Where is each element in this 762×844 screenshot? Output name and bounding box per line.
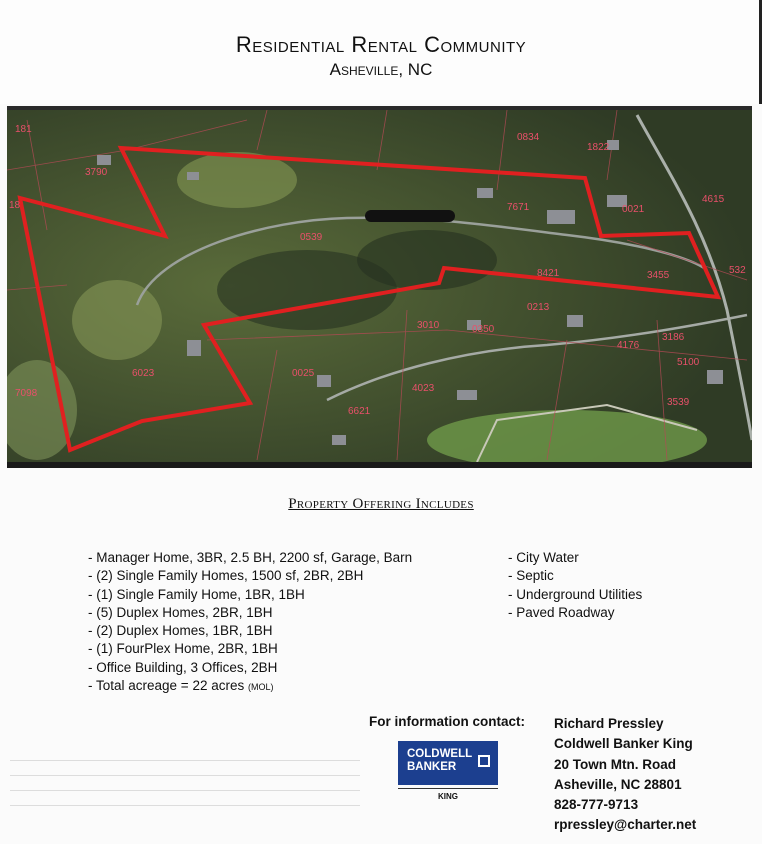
list-item: - City Water (508, 550, 579, 565)
contact-label: For information contact: (369, 714, 525, 729)
parcel-label: 4023 (412, 383, 435, 394)
parcel-label: 0350 (472, 324, 495, 335)
page-title: Residential Rental Community (235, 32, 527, 57)
offering-heading: Property Offering Includes (288, 496, 474, 512)
parcel-label: 5100 (677, 357, 700, 368)
parcel-label: 1822 (587, 142, 610, 153)
logo-mark-icon (478, 755, 490, 767)
aerial-map (7, 106, 752, 468)
list-item: - Underground Utilities (508, 586, 643, 602)
parcel-label: 7671 (507, 202, 530, 213)
list-item: - Septic (508, 568, 554, 584)
parcel-label: 6621 (348, 406, 371, 417)
list-item: - (2) Duplex Homes, 1BR, 1BH (88, 623, 273, 639)
list-item: - Office Building, 3 Offices, 2BH (88, 659, 278, 675)
contact-city: Asheville, NC 28801 (554, 776, 682, 792)
list-item: - Paved Roadway (508, 604, 615, 620)
location-subtitle: Asheville, NC (329, 60, 433, 79)
list-item: - (1) FourPlex Home, 2BR, 1BH (88, 641, 278, 657)
list-item: - (5) Duplex Homes, 2BR, 1BH (88, 604, 273, 620)
parcel-label: 3539 (667, 397, 690, 408)
coldwell-banker-logo (398, 741, 498, 801)
aerial-map-svg (7, 110, 752, 462)
parcel-label: 3455 (647, 270, 670, 281)
parcel-label: 0213 (527, 302, 550, 313)
parcel-label: 0834 (517, 132, 540, 143)
list-item: - (1) Single Family Home, 1BR, 1BH (88, 586, 305, 602)
parcel-label: 0021 (622, 204, 645, 215)
parcel-label: 181 (15, 124, 32, 135)
parcel-label: 532 (729, 265, 746, 276)
list-item: - (2) Single Family Homes, 1500 sf, 2BR, 2BH (88, 568, 364, 584)
logo-office: KING (398, 788, 498, 801)
property-features-list (88, 549, 412, 696)
parcel-label: 18 (9, 200, 21, 211)
field-clearing (72, 280, 162, 360)
parcel-label: 0539 (300, 232, 323, 243)
flyer-header (0, 0, 762, 104)
redaction-bar (365, 210, 455, 222)
contact-email[interactable]: rpressley@charter.net (554, 817, 697, 833)
logo-line2: BANKER (407, 761, 457, 773)
logo-line1: COLDWELL (407, 748, 473, 760)
parcel-label: 4176 (617, 340, 640, 351)
acreage-note: (MOL) (248, 682, 274, 693)
list-item: - Manager Home, 3BR, 2.5 BH, 2200 sf, Garage, Barn (88, 550, 413, 565)
faint-background-lines (10, 760, 360, 820)
contact-company: Coldwell Banker King (554, 736, 693, 752)
parcel-label: 3790 (85, 167, 108, 178)
contact-name: Richard Pressley (554, 716, 664, 731)
list-item-acreage (88, 677, 412, 696)
acreage-text: - Total acreage = 22 acres (88, 678, 245, 694)
parcel-label: 3186 (662, 332, 685, 343)
parcel-label: 6023 (132, 368, 155, 379)
utilities-list (508, 549, 642, 622)
contact-block (554, 714, 696, 836)
parcel-label: 4615 (702, 194, 725, 205)
parcel-label: 0025 (292, 368, 315, 379)
parcel-label: 7098 (15, 388, 38, 399)
logo-box (398, 741, 498, 785)
contact-phone[interactable]: 828-777-9713 (554, 797, 639, 813)
contact-street: 20 Town Mtn. Road (554, 756, 676, 772)
parcel-label: 3010 (417, 320, 440, 331)
parcel-label: 8421 (537, 268, 560, 279)
